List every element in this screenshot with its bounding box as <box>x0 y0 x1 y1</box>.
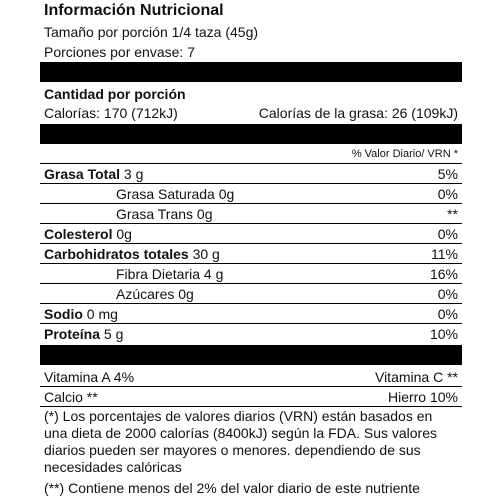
nutrient-percent: 5% <box>437 166 458 182</box>
nutrient-percent: 16% <box>429 266 458 282</box>
nutrient-row <box>40 184 462 204</box>
nutrient-percent: ** <box>447 206 458 222</box>
footnote-daily-values: (*) Los porcentajes de valores diarios (VRN) están basados en una dieta de 2000 calorías (8400kJ) según la FDA. Sus valores diarios pueden ser mayores o menores. dependiendo de sus necesidades calóricas <box>44 408 438 475</box>
nutrient-name: Azúcares 0g <box>116 286 194 302</box>
nutrient-percent: 0% <box>437 306 458 322</box>
nutrient-name: Fibra Dietaria 4 g <box>116 266 224 282</box>
nutrient-name: Carbohidratos totales <box>44 246 189 262</box>
calcium: Calcio ** <box>44 389 98 405</box>
nutrient-name: Sodio <box>44 306 83 322</box>
amount-per-serving: Cantidad por porción <box>44 86 186 102</box>
nutrient-row <box>40 284 462 304</box>
calories-from-fat: Calorías de la grasa: 26 (109kJ) <box>258 105 458 121</box>
nutrient-row <box>40 224 462 244</box>
nutrient-row <box>40 204 462 224</box>
nutrient-row <box>40 324 462 344</box>
thick-divider <box>40 62 462 82</box>
nutrient-name: Proteína <box>44 326 101 342</box>
nutrient-row <box>40 264 462 284</box>
iron: Hierro 10% <box>387 389 458 405</box>
nutrient-amount: 30 g <box>188 246 220 262</box>
nutrient-amount: 3 g <box>120 166 144 182</box>
nutrient-row <box>40 164 462 184</box>
nutrient-percent: 11% <box>431 246 458 262</box>
servings-per-container: Porciones por envase: 7 <box>44 44 195 60</box>
nutrient-row <box>40 244 462 264</box>
nutrient-name: Grasa Saturada 0g <box>116 186 235 202</box>
vitamin-a: Vitamina A 4% <box>44 369 135 385</box>
nutrient-percent: 0% <box>437 286 458 302</box>
label-title: Información Nutricional <box>44 2 224 19</box>
calories: Calorías: 170 (712kJ) <box>44 105 178 121</box>
thin-divider <box>40 406 462 407</box>
footnote-less-than-2-percent: (**) Contiene menos del 2% del valor diario de este nutriente <box>44 480 420 496</box>
nutrient-amount: 0 mg <box>82 306 118 322</box>
nutrient-percent: 10% <box>429 326 458 342</box>
nutrient-row <box>40 304 462 324</box>
thin-divider <box>40 386 462 387</box>
nutrient-amount: 0g <box>112 226 132 242</box>
vitamin-c: Vitamina C ** <box>374 369 458 385</box>
nutrient-name: Grasa Trans 0g <box>116 206 213 222</box>
nutrient-name: Grasa Total <box>44 166 120 182</box>
thick-divider <box>40 124 462 144</box>
thick-divider <box>40 345 462 365</box>
nutrient-percent: 0% <box>437 186 458 202</box>
serving-size: Tamaño por porción 1/4 taza (45g) <box>44 24 259 40</box>
nutrition-facts-label <box>40 0 462 500</box>
nutrient-amount: 5 g <box>100 326 124 342</box>
nutrient-name: Colesterol <box>44 226 113 242</box>
daily-value-header: % Valor Diario/ VRN * <box>351 148 458 160</box>
nutrient-percent: 0% <box>437 226 458 242</box>
